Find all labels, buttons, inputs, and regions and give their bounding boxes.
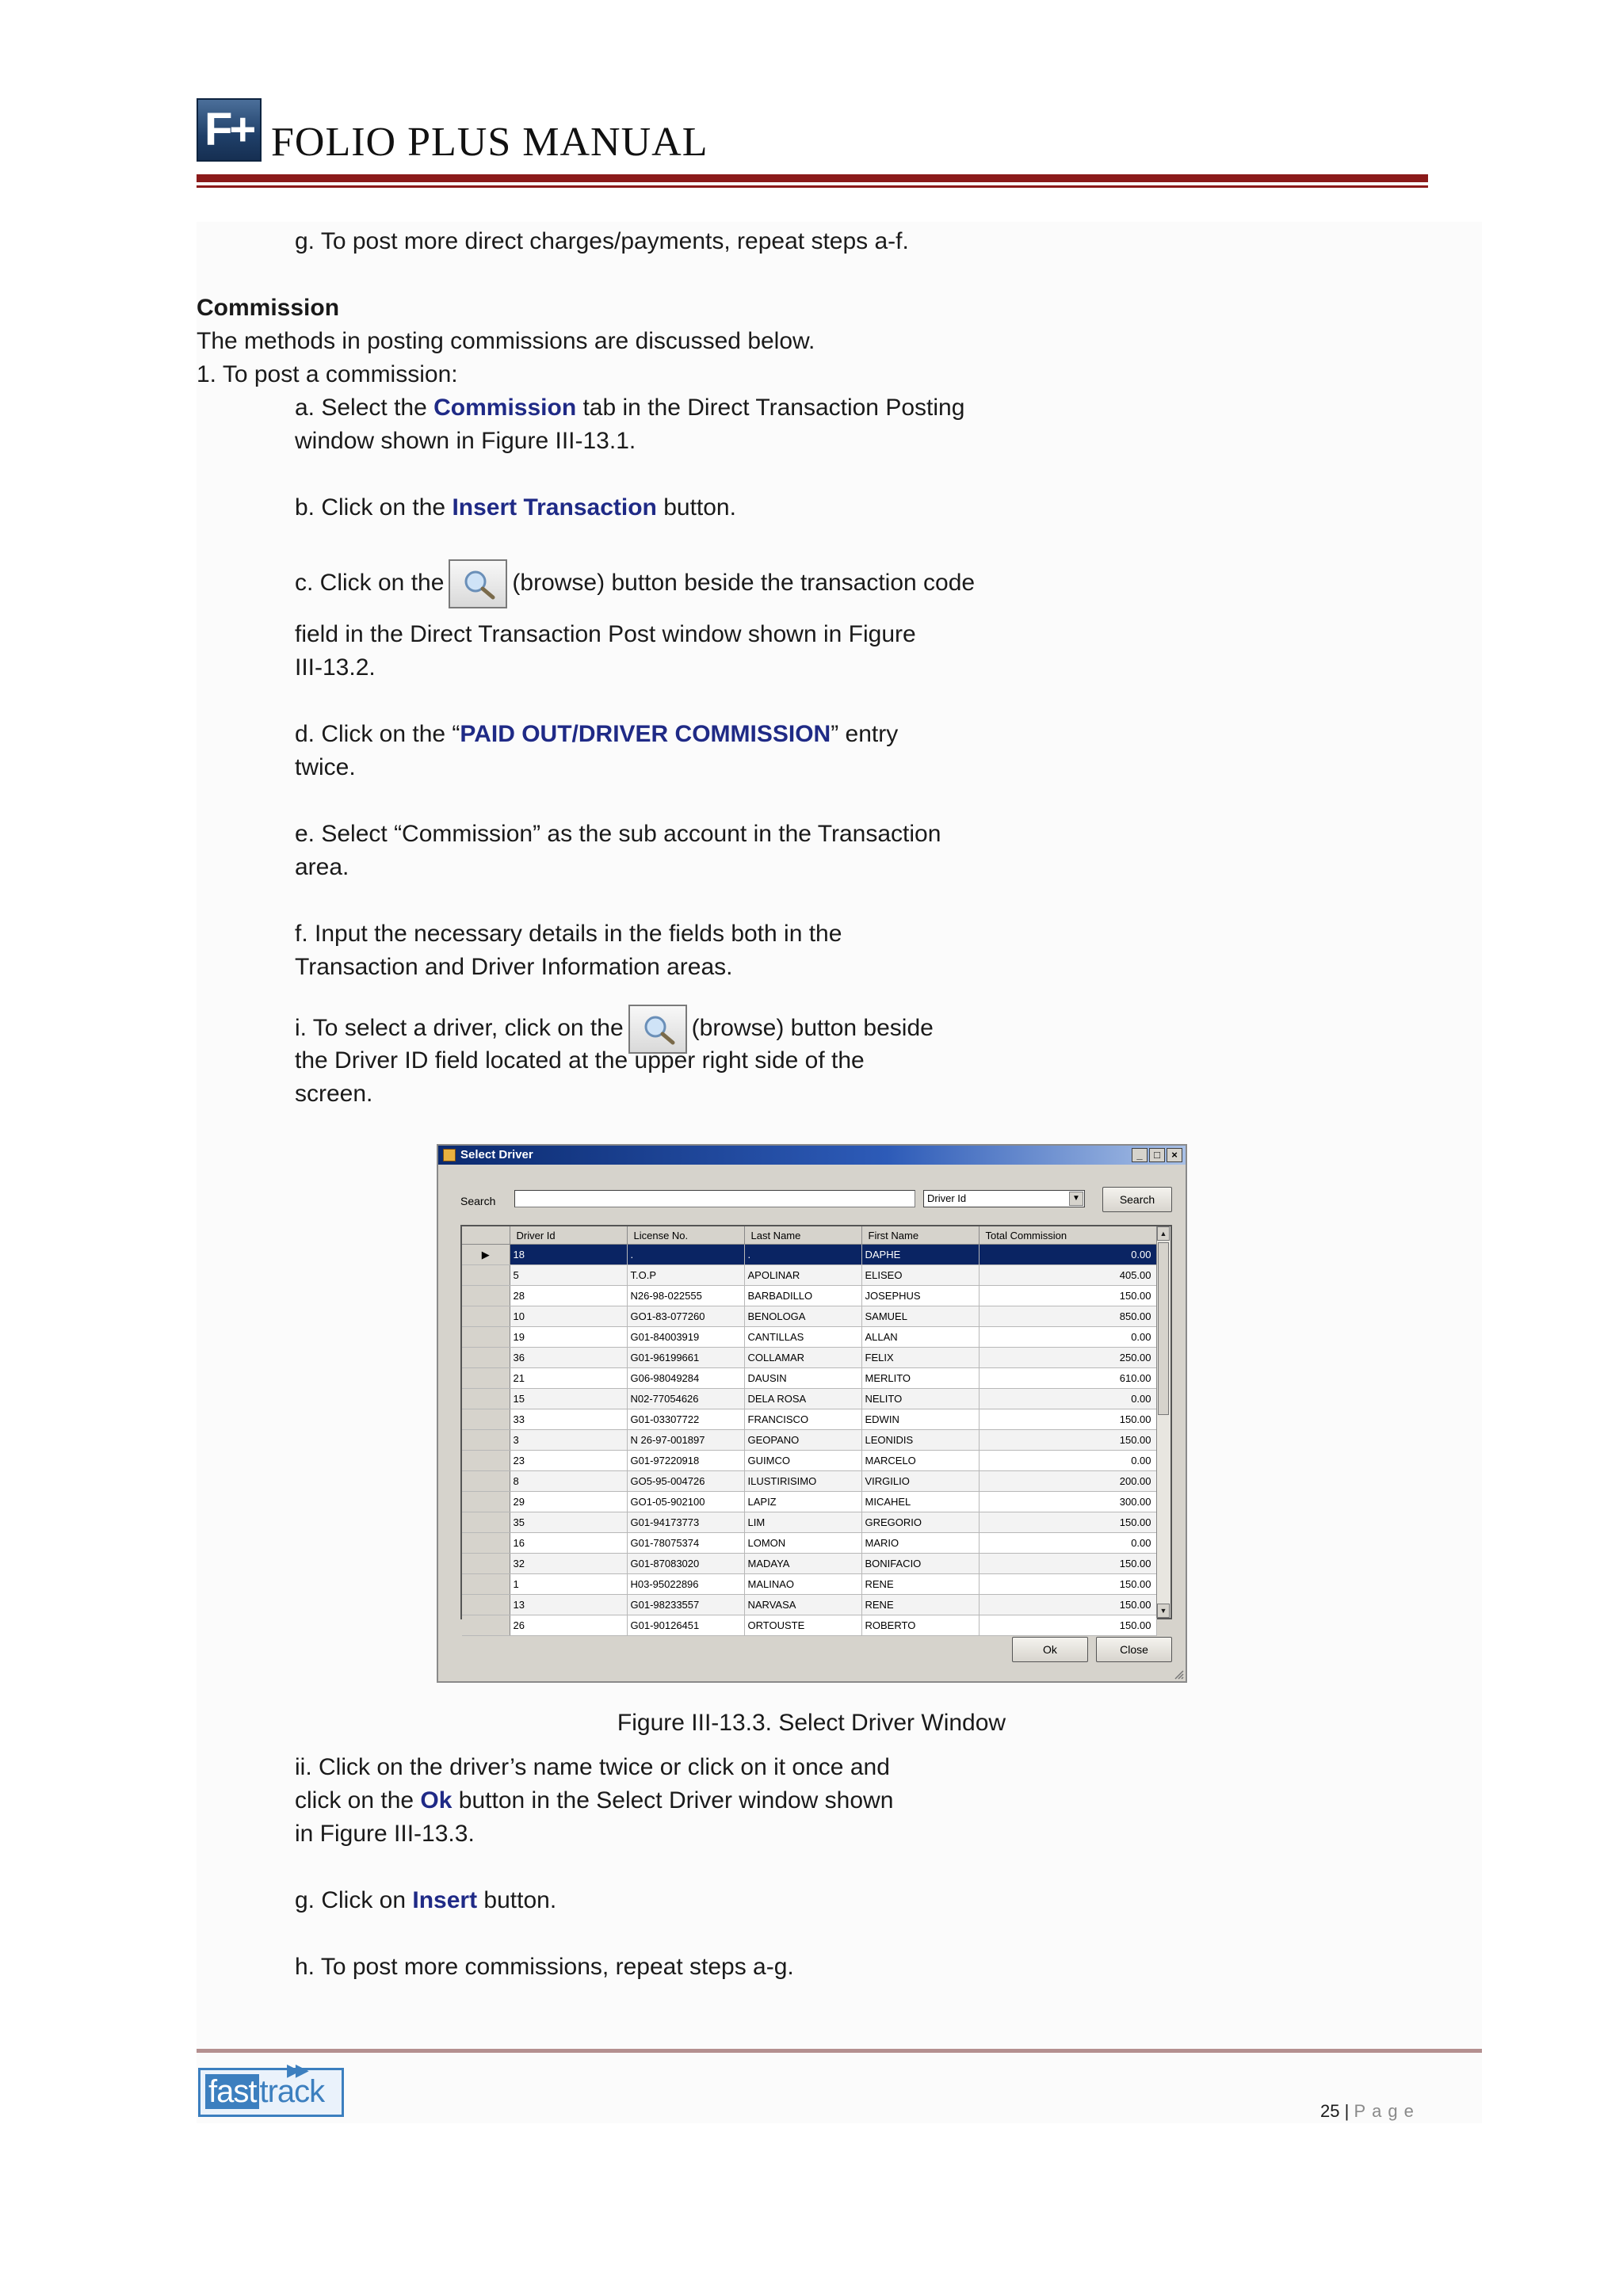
- table-row[interactable]: [462, 1430, 1156, 1451]
- table-cell[interactable]: 0.00: [979, 1451, 1156, 1471]
- table-cell[interactable]: GREGORIO: [861, 1512, 979, 1533]
- resize-grip-icon[interactable]: [1173, 1669, 1184, 1680]
- table-cell[interactable]: NARVASA: [744, 1595, 861, 1615]
- row-header[interactable]: [462, 1595, 510, 1615]
- column-header[interactable]: Total Commission: [979, 1226, 1156, 1245]
- table-cell[interactable]: DAUSIN: [744, 1368, 861, 1389]
- table-row[interactable]: [462, 1512, 1156, 1533]
- table-cell[interactable]: BONIFACIO: [861, 1554, 979, 1574]
- row-header[interactable]: [462, 1615, 510, 1636]
- table-cell[interactable]: 35: [510, 1512, 627, 1533]
- dialog-title: Select Driver: [460, 1148, 533, 1161]
- table-cell[interactable]: G06-98049284: [627, 1368, 744, 1389]
- table-cell[interactable]: LEONIDIS: [861, 1430, 979, 1451]
- table-cell[interactable]: G01-87083020: [627, 1554, 744, 1574]
- close-icon[interactable]: ×: [1167, 1148, 1182, 1162]
- table-cell[interactable]: G01-97220918: [627, 1451, 744, 1471]
- table-cell[interactable]: MERLITO: [861, 1368, 979, 1389]
- magnifier-icon: [461, 569, 498, 601]
- page-number: 25 | Page: [1320, 2101, 1420, 2121]
- row-header[interactable]: [462, 1512, 510, 1533]
- vertical-scrollbar[interactable]: [1156, 1226, 1170, 1618]
- table-cell[interactable]: 26: [510, 1615, 627, 1636]
- drivers-grid: [460, 1225, 1172, 1631]
- row-header[interactable]: [462, 1430, 510, 1451]
- table-cell[interactable]: SAMUEL: [861, 1306, 979, 1327]
- document-title: FOLIO PLUS MANUAL: [271, 120, 708, 165]
- table-row[interactable]: [462, 1306, 1156, 1327]
- scroll-down-icon[interactable]: ▼: [1157, 1604, 1170, 1618]
- table-cell[interactable]: 5: [510, 1265, 627, 1286]
- table-cell[interactable]: FELIX: [861, 1348, 979, 1368]
- current-row-indicator-icon[interactable]: ▶: [462, 1245, 510, 1265]
- table-cell[interactable]: GUIMCO: [744, 1451, 861, 1471]
- table-row[interactable]: [462, 1554, 1156, 1574]
- table-cell[interactable]: G01-98233557: [627, 1595, 744, 1615]
- table-cell[interactable]: JOSEPHUS: [861, 1286, 979, 1306]
- step-i-line3: screen.: [295, 1081, 373, 1107]
- double-arrow-icon: ▶▶: [287, 2060, 304, 2080]
- step-e-line2: area.: [295, 854, 349, 880]
- table-cell[interactable]: 23: [510, 1451, 627, 1471]
- table-cell[interactable]: 850.00: [979, 1306, 1156, 1327]
- table-row[interactable]: [462, 1389, 1156, 1409]
- search-button[interactable]: Search: [1102, 1187, 1172, 1212]
- row-header[interactable]: [462, 1348, 510, 1368]
- step-d: d. Click on the “PAID OUT/DRIVER COMMISSION” entry: [295, 721, 899, 747]
- table-cell[interactable]: H03-95022896: [627, 1574, 744, 1595]
- table-cell[interactable]: LAPIZ: [744, 1492, 861, 1512]
- table-cell[interactable]: 300.00: [979, 1492, 1156, 1512]
- ok-button-ref: Ok: [420, 1787, 453, 1814]
- step-h: h. To post more commissions, repeat steps a-g.: [295, 1954, 794, 1980]
- table-cell[interactable]: 0.00: [979, 1327, 1156, 1348]
- browse-button-image: [449, 559, 507, 608]
- table-cell[interactable]: CANTILLAS: [744, 1327, 861, 1348]
- table-row[interactable]: [462, 1471, 1156, 1492]
- table-cell[interactable]: BARBADILLO: [744, 1286, 861, 1306]
- table-cell[interactable]: COLLAMAR: [744, 1348, 861, 1368]
- table-cell[interactable]: N26-98-022555: [627, 1286, 744, 1306]
- table-row[interactable]: [462, 1574, 1156, 1595]
- scroll-thumb[interactable]: [1158, 1242, 1169, 1415]
- table-cell[interactable]: 10: [510, 1306, 627, 1327]
- table-cell[interactable]: EDWIN: [861, 1409, 979, 1430]
- table-cell[interactable]: 150.00: [979, 1512, 1156, 1533]
- table-cell[interactable]: LOMON: [744, 1533, 861, 1554]
- table-cell[interactable]: DAPHE: [861, 1245, 979, 1265]
- search-by-value: Driver Id: [927, 1192, 967, 1204]
- step-c: c. Click on the (browse) button beside the transaction code: [295, 559, 975, 608]
- magnifier-icon: [641, 1014, 678, 1046]
- step-b: b. Click on the Insert Transaction button.: [295, 494, 736, 521]
- table-cell[interactable]: .: [627, 1245, 744, 1265]
- table-cell[interactable]: 200.00: [979, 1471, 1156, 1492]
- table-cell[interactable]: G01-03307722: [627, 1409, 744, 1430]
- row-header[interactable]: [462, 1574, 510, 1595]
- step-ii-line3: in Figure III-13.3.: [295, 1821, 475, 1847]
- table-cell[interactable]: 150.00: [979, 1574, 1156, 1595]
- table-cell[interactable]: MADAYA: [744, 1554, 861, 1574]
- table-cell[interactable]: 0.00: [979, 1533, 1156, 1554]
- table-cell[interactable]: G01-96199661: [627, 1348, 744, 1368]
- table-row[interactable]: [462, 1286, 1156, 1306]
- close-button[interactable]: Close: [1096, 1637, 1172, 1662]
- row-header[interactable]: [462, 1471, 510, 1492]
- table-row[interactable]: [462, 1245, 1156, 1265]
- table-cell[interactable]: RENE: [861, 1595, 979, 1615]
- table-cell[interactable]: VIRGILIO: [861, 1471, 979, 1492]
- table-cell[interactable]: 0.00: [979, 1389, 1156, 1409]
- table-cell[interactable]: 150.00: [979, 1554, 1156, 1574]
- table-cell[interactable]: 150.00: [979, 1409, 1156, 1430]
- table-cell[interactable]: GEOPANO: [744, 1430, 861, 1451]
- table-cell[interactable]: 0.00: [979, 1245, 1156, 1265]
- table-cell[interactable]: GO1-83-077260: [627, 1306, 744, 1327]
- table-row[interactable]: [462, 1368, 1156, 1389]
- ok-button[interactable]: Ok: [1012, 1637, 1088, 1662]
- table-cell[interactable]: APOLINAR: [744, 1265, 861, 1286]
- table-cell[interactable]: 36: [510, 1348, 627, 1368]
- step-g-previous: g. To post more direct charges/payments, repeat steps a-f.: [295, 228, 909, 254]
- step-c-line2: field in the Direct Transaction Post window shown in Figure: [295, 621, 916, 647]
- minimize-icon[interactable]: _: [1132, 1148, 1148, 1162]
- step-i-line2: the Driver ID field located at the upper right side of the: [295, 1047, 865, 1074]
- table-cell[interactable]: 8: [510, 1471, 627, 1492]
- table-cell[interactable]: MALINAO: [744, 1574, 861, 1595]
- table-cell[interactable]: 405.00: [979, 1265, 1156, 1286]
- folio-plus-logo: [197, 98, 262, 162]
- table-cell[interactable]: MICAHEL: [861, 1492, 979, 1512]
- search-label: Search: [460, 1195, 496, 1207]
- select-driver-window: [437, 1144, 1187, 1683]
- row-header[interactable]: [462, 1533, 510, 1554]
- step-c-line3: III-13.2.: [295, 654, 376, 681]
- table-row[interactable]: [462, 1409, 1156, 1430]
- table-cell[interactable]: G01-90126451: [627, 1615, 744, 1636]
- logo-letter: F+: [204, 104, 254, 155]
- table-cell[interactable]: 13: [510, 1595, 627, 1615]
- table-cell[interactable]: GO1-05-902100: [627, 1492, 744, 1512]
- table-cell[interactable]: N02-77054626: [627, 1389, 744, 1409]
- table-cell[interactable]: 19: [510, 1327, 627, 1348]
- table-cell[interactable]: 150.00: [979, 1595, 1156, 1615]
- table-cell[interactable]: ROBERTO: [861, 1615, 979, 1636]
- step-1: 1. To post a commission:: [197, 361, 458, 387]
- row-header[interactable]: [462, 1286, 510, 1306]
- section-intro: The methods in posting commissions are discussed below.: [197, 328, 815, 354]
- table-cell[interactable]: ELISEO: [861, 1265, 979, 1286]
- step-a: a. Select the Commission tab in the Direct Transaction Posting: [295, 395, 965, 421]
- table-cell[interactable]: ALLAN: [861, 1327, 979, 1348]
- table-cell[interactable]: ILUSTIRISIMO: [744, 1471, 861, 1492]
- row-header[interactable]: [462, 1389, 510, 1409]
- table-cell[interactable]: 18: [510, 1245, 627, 1265]
- table-row[interactable]: [462, 1492, 1156, 1512]
- table-cell[interactable]: 150.00: [979, 1286, 1156, 1306]
- section-title: Commission: [197, 295, 340, 321]
- step-d-line2: twice.: [295, 754, 356, 780]
- fasttrack-logo: fast track: [198, 2068, 344, 2117]
- table-cell[interactable]: FRANCISCO: [744, 1409, 861, 1430]
- table-cell[interactable]: 150.00: [979, 1615, 1156, 1636]
- table-cell[interactable]: G01-84003919: [627, 1327, 744, 1348]
- step-f: f. Input the necessary details in the fields both in the: [295, 921, 842, 947]
- row-header[interactable]: [462, 1265, 510, 1286]
- header-rule-thin: [197, 185, 1428, 188]
- table-cell[interactable]: NELITO: [861, 1389, 979, 1409]
- column-header[interactable]: First Name: [861, 1226, 979, 1245]
- commission-tab-ref: Commission: [433, 395, 577, 421]
- table-cell[interactable]: G01-94173773: [627, 1512, 744, 1533]
- table-cell[interactable]: 33: [510, 1409, 627, 1430]
- figure-caption: Figure III-13.3. Select Driver Window: [617, 1710, 1006, 1736]
- table-cell[interactable]: 150.00: [979, 1430, 1156, 1451]
- table-cell[interactable]: ORTOUSTE: [744, 1615, 861, 1636]
- table-cell[interactable]: 32: [510, 1554, 627, 1574]
- table-cell[interactable]: 1: [510, 1574, 627, 1595]
- step-a-line2: window shown in Figure III-13.1.: [295, 428, 636, 454]
- step-g: g. Click on Insert button.: [295, 1887, 557, 1913]
- table-row[interactable]: [462, 1615, 1156, 1636]
- step-i: i. To select a driver, click on the (browse) button beside: [295, 1005, 934, 1054]
- app-icon: [443, 1149, 456, 1161]
- step-ii: ii. Click on the driver’s name twice or click on it once and: [295, 1754, 890, 1780]
- maximize-icon[interactable]: □: [1149, 1148, 1165, 1162]
- table-cell[interactable]: DELA ROSA: [744, 1389, 861, 1409]
- table-cell[interactable]: 3: [510, 1430, 627, 1451]
- table-row[interactable]: [462, 1265, 1156, 1286]
- step-ii-line2: click on the Ok button in the Select Driver window shown: [295, 1787, 894, 1814]
- table-cell[interactable]: 16: [510, 1533, 627, 1554]
- table-cell[interactable]: 21: [510, 1368, 627, 1389]
- table-cell[interactable]: 610.00: [979, 1368, 1156, 1389]
- row-header[interactable]: [462, 1409, 510, 1430]
- table-cell[interactable]: GO5-95-004726: [627, 1471, 744, 1492]
- table-row[interactable]: [462, 1348, 1156, 1368]
- header-rule: [197, 174, 1428, 182]
- row-header-corner: [462, 1226, 510, 1245]
- table-cell[interactable]: BENOLOGA: [744, 1306, 861, 1327]
- table-cell[interactable]: RENE: [861, 1574, 979, 1595]
- row-header[interactable]: [462, 1368, 510, 1389]
- column-header[interactable]: License No.: [627, 1226, 744, 1245]
- table-cell[interactable]: T.O.P: [627, 1265, 744, 1286]
- table-cell[interactable]: MARIO: [861, 1533, 979, 1554]
- row-header[interactable]: [462, 1554, 510, 1574]
- insert-transaction-ref: Insert Transaction: [452, 494, 657, 521]
- grid-header-row: [462, 1226, 1156, 1245]
- table-cell[interactable]: .: [744, 1245, 861, 1265]
- table-cell[interactable]: 15: [510, 1389, 627, 1409]
- row-header[interactable]: [462, 1492, 510, 1512]
- row-header[interactable]: [462, 1451, 510, 1471]
- row-header[interactable]: [462, 1327, 510, 1348]
- table-row[interactable]: [462, 1451, 1156, 1471]
- paid-out-driver-commission-ref: PAID OUT/DRIVER COMMISSION: [460, 721, 831, 747]
- table-row[interactable]: [462, 1327, 1156, 1348]
- table-row[interactable]: [462, 1533, 1156, 1554]
- dialog-titlebar: [438, 1146, 1186, 1165]
- table-cell[interactable]: 29: [510, 1492, 627, 1512]
- table-cell[interactable]: LIM: [744, 1512, 861, 1533]
- table-row[interactable]: [462, 1595, 1156, 1615]
- footer-rule: [197, 2049, 1482, 2053]
- table-cell[interactable]: N 26-97-001897: [627, 1430, 744, 1451]
- table-cell[interactable]: 28: [510, 1286, 627, 1306]
- step-e: e. Select “Commission” as the sub account in the Transaction: [295, 821, 941, 847]
- table-cell[interactable]: MARCELO: [861, 1451, 979, 1471]
- scroll-up-icon[interactable]: ▲: [1157, 1226, 1170, 1241]
- table-cell[interactable]: G01-78075374: [627, 1533, 744, 1554]
- table-cell[interactable]: 250.00: [979, 1348, 1156, 1368]
- column-header[interactable]: Last Name: [744, 1226, 861, 1245]
- chevron-down-icon[interactable]: ▼: [1069, 1192, 1083, 1206]
- insert-button-ref: Insert: [412, 1887, 478, 1913]
- search-by-select[interactable]: [923, 1190, 1085, 1207]
- step-f-line2: Transaction and Driver Information areas.: [295, 954, 733, 980]
- search-input[interactable]: [514, 1190, 915, 1207]
- column-header[interactable]: Driver Id: [510, 1226, 627, 1245]
- row-header[interactable]: [462, 1306, 510, 1327]
